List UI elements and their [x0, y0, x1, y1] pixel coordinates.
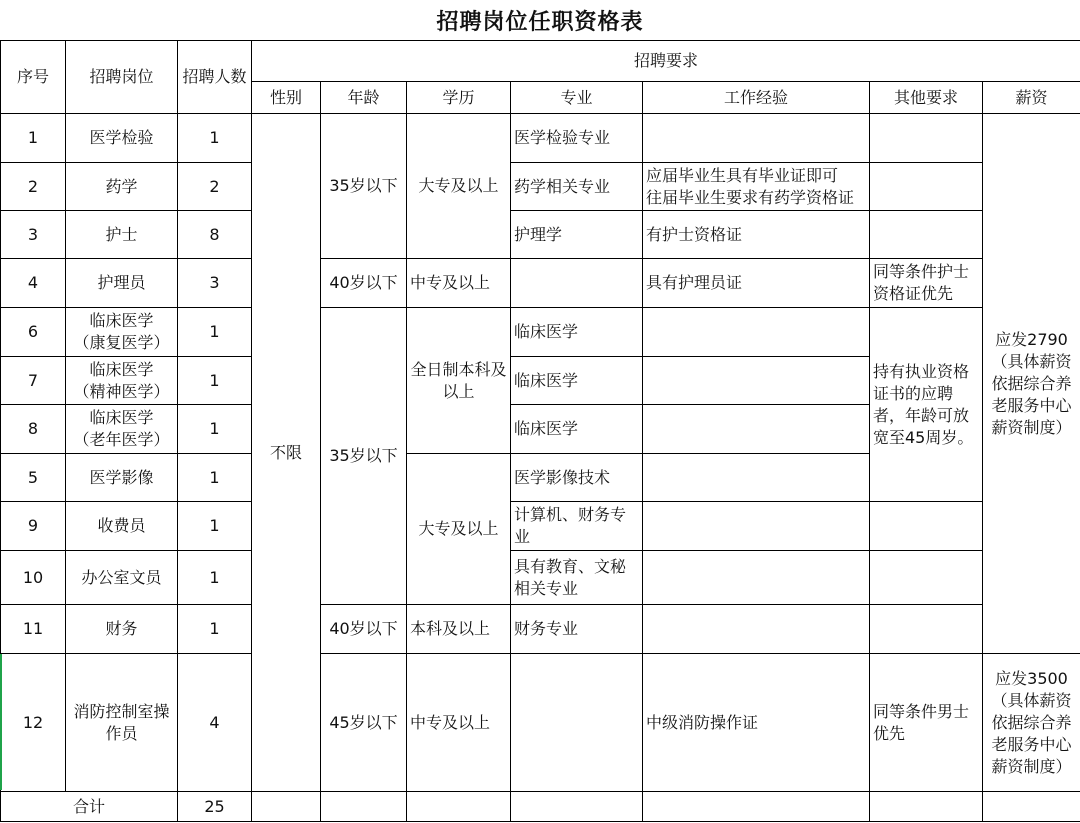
cell-experience: 有护士资格证	[643, 211, 870, 259]
header-age: 年龄	[321, 82, 407, 114]
cell-other: 同等条件护士资格证优先	[870, 259, 983, 308]
cell-experience	[643, 114, 870, 163]
cell-position: 医学影像	[66, 454, 178, 502]
cell-major: 药学相关专业	[511, 163, 643, 211]
experience-line: 往届毕业生要求有药学资格证	[646, 187, 855, 207]
cell-age: 40岁以下	[321, 605, 407, 654]
total-label: 合计	[1, 792, 178, 822]
cell-age: 40岁以下	[321, 259, 407, 308]
cell-position: 医学检验	[66, 114, 178, 163]
cell-count: 1	[178, 605, 252, 654]
cell-other	[870, 211, 983, 259]
cell-major: 医学检验专业	[511, 114, 643, 163]
cell-empty	[870, 792, 983, 822]
header-count: 招聘人数	[178, 41, 252, 114]
cell-count: 4	[178, 654, 252, 792]
cell-seq: 11	[1, 605, 66, 654]
cell-age: 45岁以下	[321, 654, 407, 792]
position-line: 临床医学	[89, 359, 154, 379]
cell-empty	[983, 792, 1080, 822]
cell-seq: 3	[1, 211, 66, 259]
cell-major: 临床医学	[511, 308, 643, 357]
total-count: 25	[178, 792, 252, 822]
cell-count: 3	[178, 259, 252, 308]
table-title: 招聘岗位任职资格表	[436, 8, 644, 35]
cell-education: 中专及以上	[407, 259, 511, 308]
cell-position: 药学	[66, 163, 178, 211]
cell-experience	[643, 502, 870, 551]
cell-seq: 5	[1, 454, 66, 502]
cell-experience: 中级消防操作证	[643, 654, 870, 792]
cell-experience	[643, 357, 870, 405]
position-line: （精神医学）	[73, 381, 170, 401]
cell-count: 1	[178, 454, 252, 502]
cell-education-merged: 大专及以上	[407, 114, 511, 259]
cell-salary-merged: 应发2790（具体薪资依据综合养老服务中心薪资制度）	[983, 114, 1080, 654]
table-row	[1, 259, 1080, 308]
cell-seq: 7	[1, 357, 66, 405]
cell-empty	[252, 792, 321, 822]
header-experience: 工作经验	[643, 82, 870, 114]
cell-other	[870, 502, 983, 551]
cell-education: 中专及以上	[407, 654, 511, 792]
cell-count: 8	[178, 211, 252, 259]
cell-experience: 具有护理员证	[643, 259, 870, 308]
cell-empty	[511, 792, 643, 822]
cell-seq: 4	[1, 259, 66, 308]
table-row	[1, 502, 1080, 551]
cell-count: 1	[178, 114, 252, 163]
table-row	[1, 114, 1080, 163]
header-seq: 序号	[1, 41, 66, 114]
cell-major: 计算机、财务专业	[511, 502, 643, 551]
cell-count: 1	[178, 308, 252, 357]
header-major: 专业	[511, 82, 643, 114]
cell-count: 1	[178, 551, 252, 605]
cell-experience	[643, 551, 870, 605]
cell-other	[870, 605, 983, 654]
cell-position: 护理员	[66, 259, 178, 308]
cell-major: 临床医学	[511, 405, 643, 454]
position-line: 临床医学	[89, 311, 154, 330]
cell-position: 收费员	[66, 502, 178, 551]
cell-education: 本科及以上	[407, 605, 511, 654]
cell-major: 临床医学	[511, 357, 643, 405]
cell-position: 办公室文员	[66, 551, 178, 605]
cell-major: 财务专业	[511, 605, 643, 654]
header-other: 其他要求	[870, 82, 983, 114]
table-row	[1, 654, 1080, 792]
cell-empty	[321, 792, 407, 822]
cell-other	[870, 163, 983, 211]
cell-seq: 10	[1, 551, 66, 605]
cell-empty	[643, 792, 870, 822]
row-selection-accent	[0, 654, 2, 790]
table-row	[1, 551, 1080, 605]
table-row	[1, 308, 1080, 357]
cell-experience	[643, 605, 870, 654]
header-gender: 性别	[252, 82, 321, 114]
cell-major	[511, 259, 643, 308]
header-requirements: 招聘要求	[252, 41, 1080, 82]
cell-seq: 8	[1, 405, 66, 454]
header-education: 学历	[407, 82, 511, 114]
cell-age-merged: 35岁以下	[321, 114, 407, 259]
total-row	[1, 792, 1080, 822]
header-row-1	[1, 41, 1080, 82]
cell-position	[66, 405, 178, 454]
cell-seq: 9	[1, 502, 66, 551]
cell-experience	[643, 405, 870, 454]
cell-seq: 2	[1, 163, 66, 211]
experience-line: 应届毕业生具有毕业证即可	[646, 165, 839, 185]
table-row	[1, 211, 1080, 259]
cell-other	[870, 114, 983, 163]
cell-experience	[643, 163, 870, 211]
cell-count: 1	[178, 357, 252, 405]
cell-other-merged: 持有执业资格证书的应聘者，年龄可放宽至45周岁。	[870, 308, 983, 502]
cell-seq: 12	[1, 654, 66, 792]
cell-education-merged: 大专及以上	[407, 454, 511, 605]
table-row	[1, 163, 1080, 211]
cell-count: 1	[178, 405, 252, 454]
cell-experience	[643, 308, 870, 357]
cell-count: 1	[178, 502, 252, 551]
table-row	[1, 605, 1080, 654]
cell-major: 护理学	[511, 211, 643, 259]
cell-experience	[643, 454, 870, 502]
header-salary: 薪资	[983, 82, 1080, 114]
cell-position: 财务	[66, 605, 178, 654]
cell-salary: 应发3500（具体薪资依据综合养老服务中心薪资制度）	[983, 654, 1080, 792]
cell-major	[511, 654, 643, 792]
cell-age-merged: 35岁以下	[321, 308, 407, 605]
cell-education-merged: 全日制本科及以上	[407, 308, 511, 454]
cell-seq: 1	[1, 114, 66, 163]
position-line: 临床医学	[89, 408, 154, 427]
cell-position: 护士	[66, 211, 178, 259]
cell-position	[66, 357, 178, 405]
cell-position: 消防控制室操作员	[66, 654, 178, 792]
recruitment-table	[0, 40, 1080, 822]
cell-seq: 6	[1, 308, 66, 357]
position-line: （老年医学）	[73, 430, 170, 449]
header-position: 招聘岗位	[66, 41, 178, 114]
cell-other	[870, 551, 983, 605]
cell-empty	[407, 792, 511, 822]
cell-major: 医学影像技术	[511, 454, 643, 502]
position-line: （康复医学）	[73, 333, 170, 352]
cell-gender-merged: 不限	[252, 114, 321, 792]
cell-count: 2	[178, 163, 252, 211]
cell-other: 同等条件男士优先	[870, 654, 983, 792]
cell-position	[66, 308, 178, 357]
cell-major: 具有教育、文秘相关专业	[511, 551, 643, 605]
